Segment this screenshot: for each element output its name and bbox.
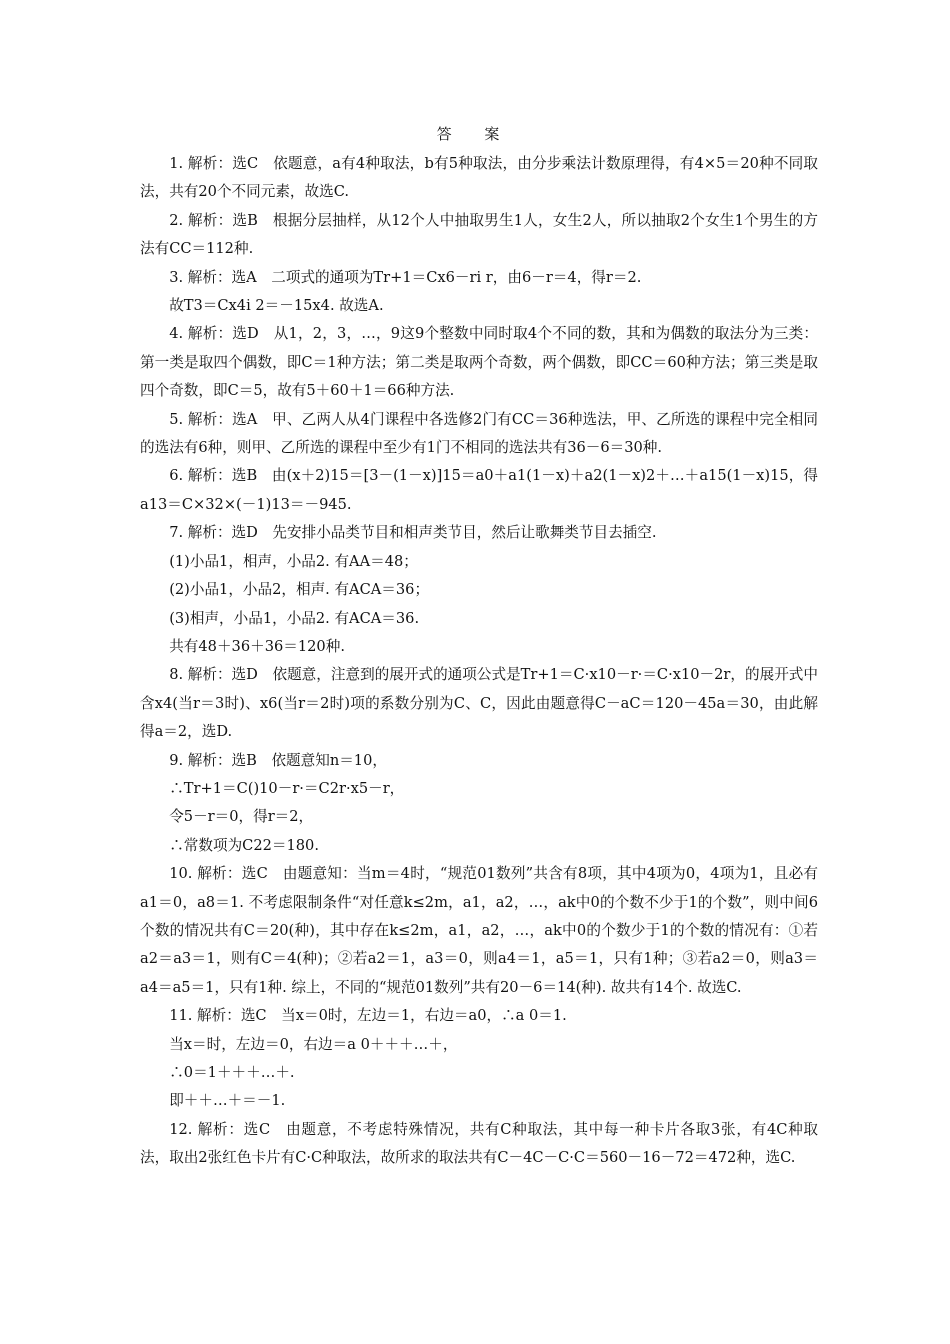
answer-1: 1. 解析：选C 依题意，a有4种取法，b有5种取法，由分步乘法计数原理得，有4×5＝20种不同取法，共有20个不同元素，故选C. bbox=[140, 155, 818, 201]
answer-11: 11. 解析：选C 当x＝0时，左边＝1，右边＝a0，∴a 0＝1. bbox=[169, 1007, 567, 1025]
answer-11-line-4: 即＋＋…＋＝－1. bbox=[140, 1092, 286, 1110]
answer-11-line-2: 当x＝时，左边＝0，右边＝a 0＋＋＋…＋， bbox=[140, 1035, 458, 1053]
answer-9-line-2: ∴Tr+1＝C()10－r·＝C2r·x5－r， bbox=[140, 779, 405, 797]
answer-list bbox=[140, 150, 818, 1173]
answer-2: 2. 解析：选B 根据分层抽样，从12个人中抽取男生1人，女生2人，所以抽取2个女生1个男生的方法有CC＝112种. bbox=[140, 211, 818, 258]
answer-7-line-3: (2)小品1，小品2，相声. 有ACA＝36； bbox=[140, 581, 430, 599]
answer-3-line-2: 故T3＝Cx4i 2＝－15x4. 故选A. bbox=[140, 297, 384, 315]
answer-9-line-4: ∴常数项为C22＝180. bbox=[140, 836, 319, 854]
answer-7-line-4: (3)相声，小品1，小品2. 有ACA＝36. bbox=[140, 609, 420, 627]
answer-6: 6. 解析：选B 由(x＋2)15＝[3－(1－x)]15＝a0＋a1(1－x)＋a2(1－x)2＋…＋a15(1－x)15，得a13＝C×32×(－1)13＝－945. bbox=[140, 467, 818, 513]
answer-8: 8. 解析：选D 依题意，注意到的展开式的通项公式是Tr+1＝C·x10－r·＝C·x10－2r，的展开式中含x4(当r＝3时)、x6(当r＝2时)项的系数分别为C、C，因此由题意得C－aC＝120－45a＝30，由此解得a＝2，选D. bbox=[140, 666, 818, 741]
page-title: 答 案 bbox=[436, 125, 514, 143]
answer-3: 3. 解析：选A 二项式的通项为Tr+1＝Cx6－ri r，由6－r＝4，得r＝2. bbox=[169, 268, 642, 286]
answer-4: 4. 解析：选D 从1，2，3，…，9这9个整数中同时取4个不同的数，其和为偶数的取法分为三类：第一类是取四个偶数，即C＝1种方法；第二类是取两个奇数，两个偶数，即CC＝60种方法；第三类是取四个奇数，即C＝5，故有5＋60＋1＝66种方法. bbox=[140, 325, 818, 400]
answer-7-line-2: (1)小品1，相声，小品2. 有AA＝48； bbox=[140, 552, 418, 570]
answer-11-line-3: ∴0＝1＋＋＋…＋. bbox=[140, 1064, 295, 1081]
answer-9-line-3: 令5－r＝0，得r＝2， bbox=[140, 808, 314, 826]
answer-7: 7. 解析：选D 先安排小品类节目和相声类节目，然后让歌舞类节目去插空. bbox=[169, 524, 657, 542]
answer-12: 12. 解析：选C 由题意，不考虑特殊情况，共有C种取法，其中每一种卡片各取3张，有4C种取法，取出2张红色卡片有C·C种取法，故所求的取法共有C－4C－C·C＝560－16－72＝472种，选C. bbox=[140, 1120, 818, 1167]
answer-10: 10. 解析：选C 由题意知：当m＝4时，“规范01数列”共含有8项，其中4项为0，4项为1，且必有a1＝0，a8＝1. 不考虑限制条件“对任意k≤2m，a1，a2，…，ak中0的个数不少于1的个数”，则中间6个数的情况共有C＝20(种)，其中存在k≤2m，a1，a2，…，ak中0的个数少于1的个数的情况有：①若a2＝a3＝1，则有C＝4(种)；②若a2＝1，a3＝0，则a4＝1，a5＝1，只有1种；③若a2＝0，则a3＝a4＝a5＝1，只有1种. 综上，不同的“规范01数列”共有20－6＝14(种). 故共有14个. 故选C. bbox=[140, 865, 818, 996]
answer-9: 9. 解析：选B 依题意知n＝10， bbox=[169, 751, 387, 769]
answer-7-line-5: 共有48＋36＋36＝120种. bbox=[140, 637, 345, 655]
answer-5: 5. 解析：选A 甲、乙两人从4门课程中各选修2门有CC＝36种选法，甲、乙所选的课程中完全相同的选法有6种，则甲、乙所选的课程中至少有1门不相同的选法共有36－6＝30种. bbox=[140, 410, 818, 457]
